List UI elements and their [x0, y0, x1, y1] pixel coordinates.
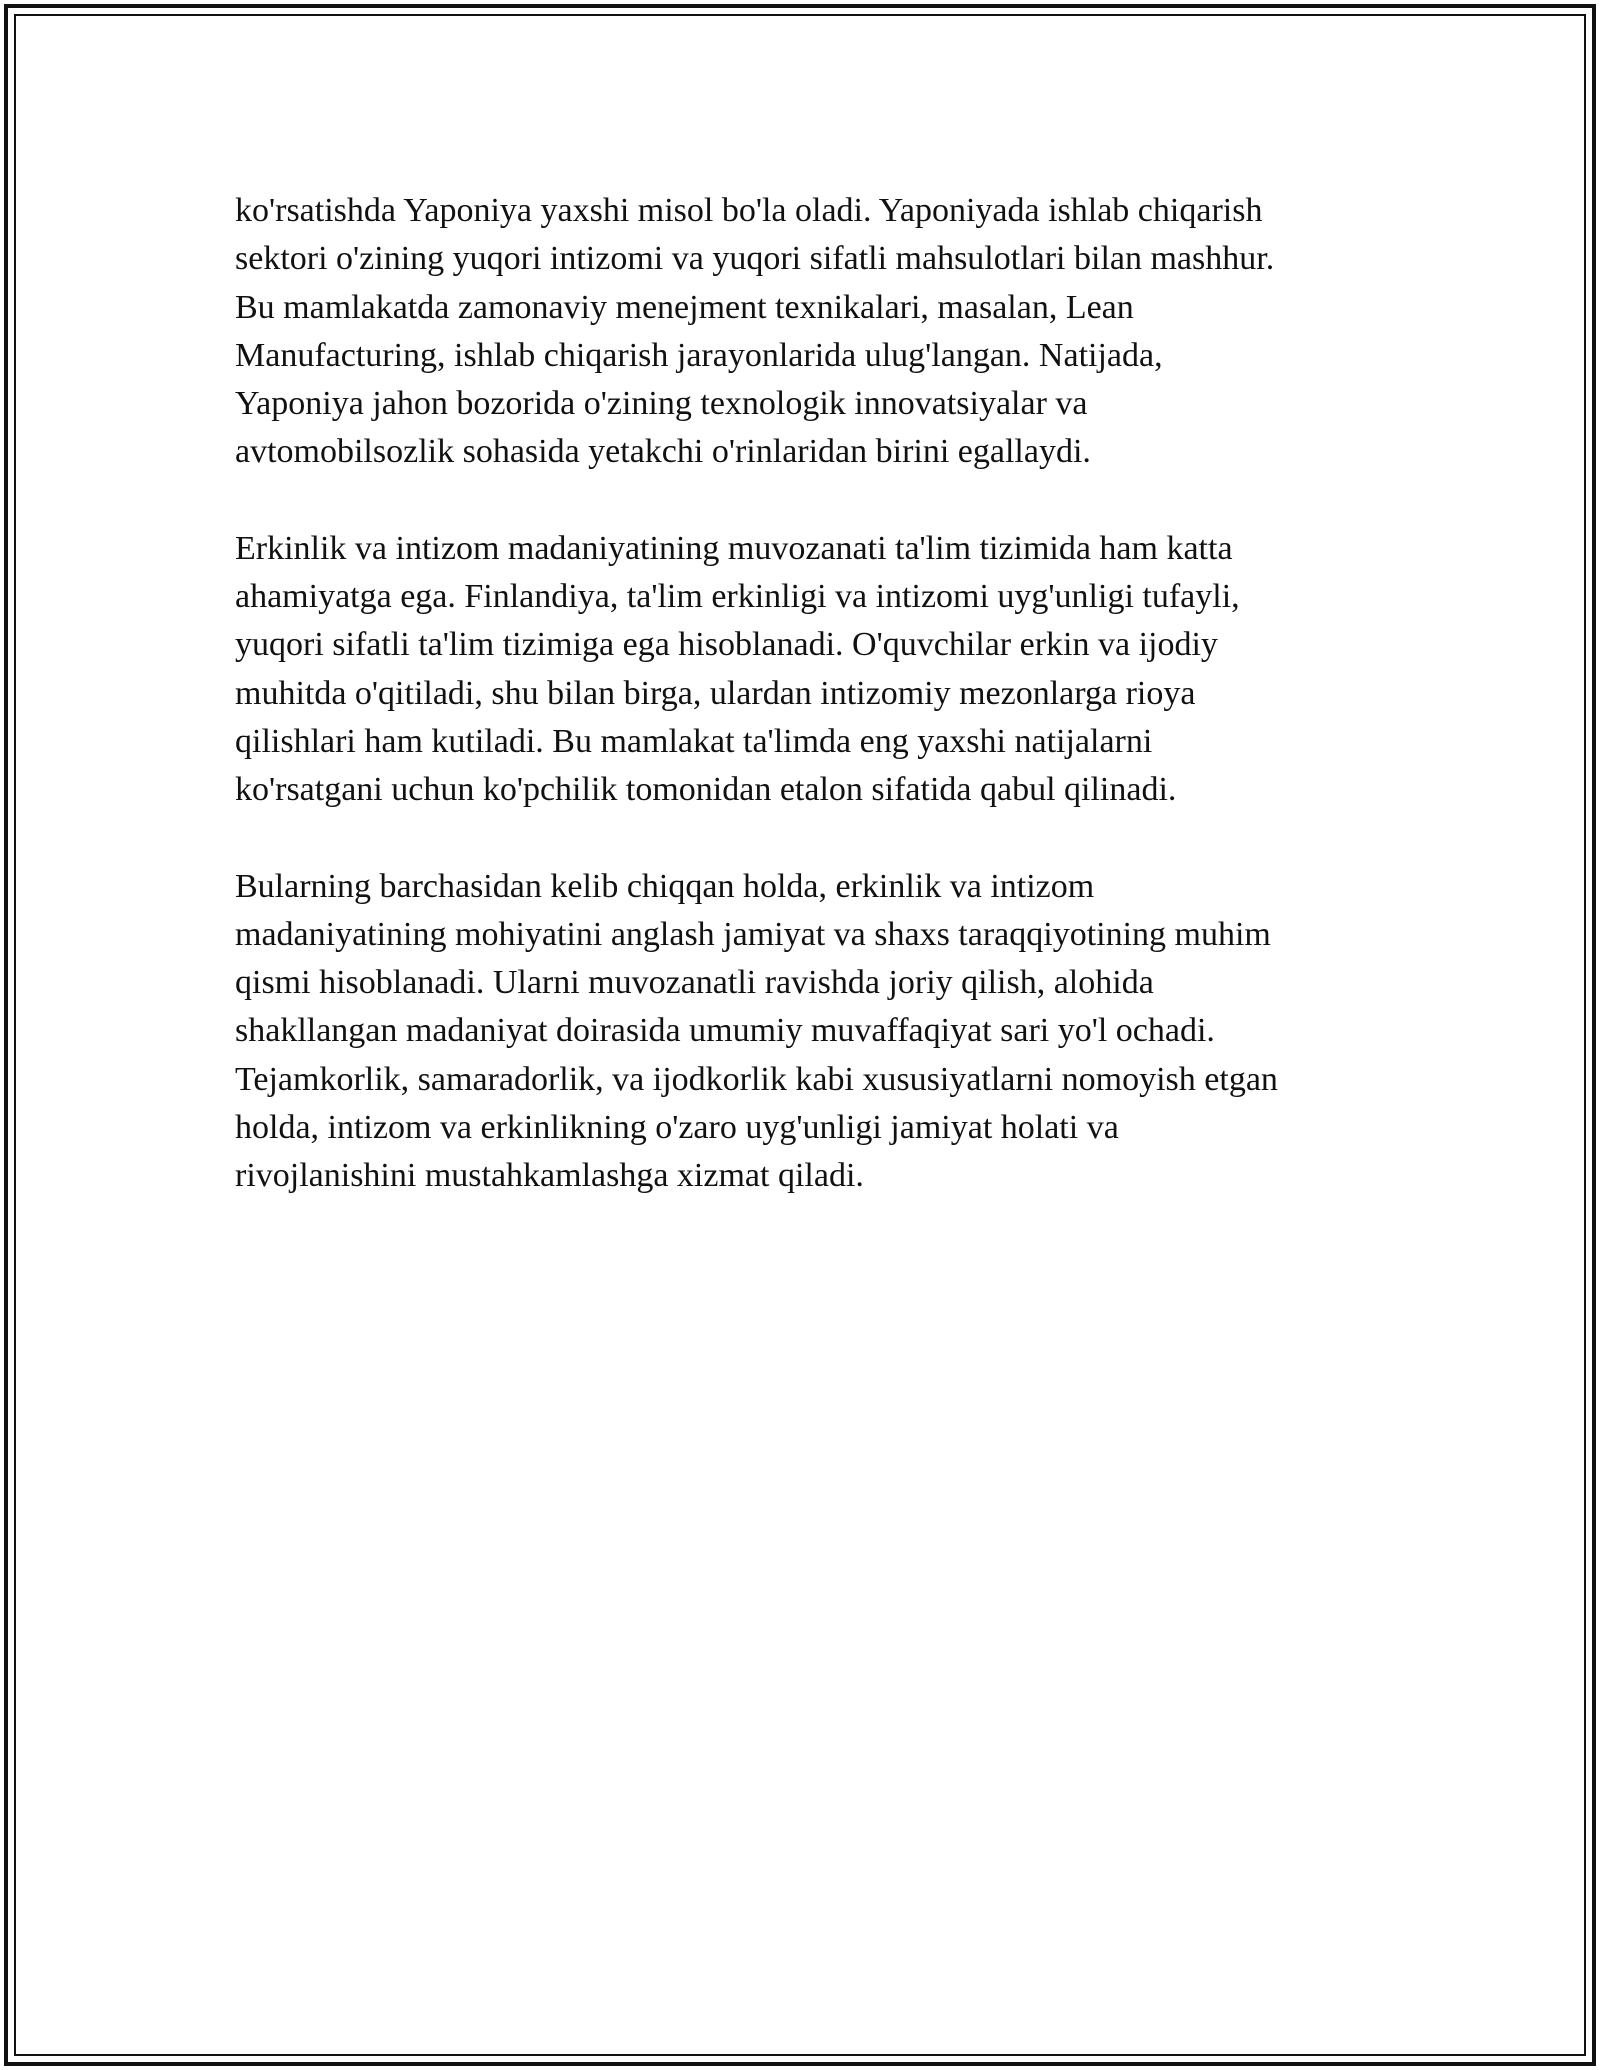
- paragraph-japan: ko'rsatishda Yaponiya yaxshi misol bo'la oladi. Yaponiyada ishlab chiqarish sektori o'zining yuqori intizomi va yuqori sifatli mahsulotlari bilan mashhur. Bu mamlakatda zamonaviy menejment texnikalari, masalan, Lean Manufacturing, ishlab chiqarish jarayonlarida ulug'langan. Natijada, Yaponiya jahon bozorida o'zining texnologik innovatsiyalar va avtomobilsozlik sohasida yetakchi o'rinlaridan birini egallaydi.: [235, 192, 1275, 471]
- document-body: [235, 187, 1385, 1249]
- paragraph-conclusion: Bularning barchasidan kelib chiqqan holda, erkinlik va intizom madaniyatining mohiyatini anglash jamiyat va shaxs taraqqiyotining muhim qismi hisoblanadi. Ularni muvozanatli ravishda joriy qilish, alohida shakllangan madaniyat doirasida umumiy muvaffaqiyat sari yo'l ochadi. Tejamkorlik, samaradorlik, va ijodkorlik kabi xususiyatlarni nomoyish etgan holda, intizom va erkinlikning o'zaro uyg'unligi jamiyat holati va rivojlanishini mustahkamlashga xizmat qiladi.: [235, 867, 1278, 1195]
- paragraph-education: Erkinlik va intizom madaniyatining muvozanati ta'lim tizimida ham katta ahamiyatga ega. Finlandiya, ta'lim erkinligi va intizomi uyg'unligi tufayli, yuqori sifatli ta'lim tizimiga ega hisoblanadi. O'quvchilar erkin va ijodiy muhitda o'qitiladi, shu bilan birga, ulardan intizomiy mezonlarga rioya qilishlari ham kutiladi. Bu mamlakat ta'limda eng yaxshi natijalarni ko'rsatgani uchun ko'pchilik tomonidan etalon sifatida qabul qilinadi.: [235, 529, 1240, 809]
